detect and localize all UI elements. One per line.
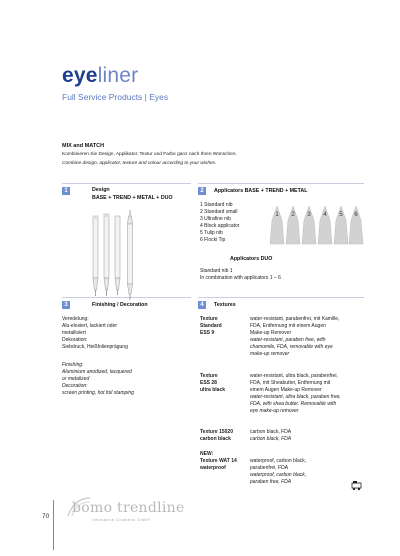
texture-name (200, 316, 222, 337)
section-number-badge: 1 (62, 187, 70, 195)
text-line: carbon black, FDA (250, 429, 292, 435)
section-divider (62, 183, 191, 184)
text-line: paraben free, FDA (250, 479, 292, 485)
text-line: ESS 9 (200, 330, 215, 336)
mix-heading: MIX and MATCH (62, 143, 105, 149)
text-line: water-resistant, paraben free, with (250, 337, 326, 343)
section-number-badge: 4 (198, 301, 206, 309)
texture-description-de (250, 458, 306, 472)
applicator-item: 6 Flocki Tip (200, 237, 226, 243)
applicator-tip-2 (286, 206, 300, 244)
textures-heading: Textures (214, 302, 236, 308)
mix-text-de: Kombinieren Sie Design, Applikator, Textur und Farbe ganz nach Ihren Wünschen. (62, 152, 237, 157)
eyeliner-pen (104, 214, 109, 296)
company-logo: bomo trendline (72, 500, 185, 516)
texture-description-en (250, 436, 291, 443)
eyeliner-pens-illustration (90, 210, 140, 302)
text-line: FDA, Entfernung mit einem Augen (250, 323, 326, 329)
page-title (62, 64, 138, 88)
tip-number: 6 (354, 212, 358, 218)
text-line: carbon black (200, 436, 231, 442)
text-line: or metalized (62, 376, 90, 382)
text-line: Texture (200, 373, 218, 379)
duo-item: In combination with applicators 1 – 6 (200, 275, 281, 281)
duo-list (200, 268, 281, 282)
applicator-tip-6 (349, 206, 363, 244)
company-tagline: Innovative Cosmetic GmbH (92, 518, 151, 522)
text-line: Dekoration: (62, 337, 88, 343)
texture-description-de (250, 316, 339, 337)
text-line: Siebdruck, Heißfolienprägung (62, 344, 128, 350)
mix-text-en: Combine design, applicator, texture and colour according to your wishes. (62, 161, 217, 166)
text-line: metallisiert (62, 330, 86, 336)
duo-item: Standard nib 1 (200, 268, 233, 274)
title-light: liner (97, 64, 139, 87)
product-symbol-icon (351, 480, 362, 491)
finishing-heading: Finishing / Decoration (92, 302, 148, 308)
text-line: Standard (200, 323, 222, 329)
text-line: Alu-eloxiert, lackiert oder (62, 323, 118, 329)
applicators-duo-heading: Applicators DUO (230, 256, 273, 262)
texture-description-de (250, 429, 291, 436)
applicator-item: 3 Ultrafine nib (200, 216, 231, 222)
text-line: water-resistant, ultra black, paraben free, (250, 394, 341, 400)
text-line: screen printing, hot foil stamping (62, 390, 134, 396)
applicator-tip-1 (270, 206, 284, 244)
text-line: einem Augen Make-up Remover (250, 387, 322, 393)
texture-description-en (250, 394, 341, 415)
applicator-list (200, 202, 239, 244)
text-line: Make-up Remover (250, 330, 292, 336)
text-line: Texture (200, 316, 218, 322)
applicator-tip-5 (334, 206, 348, 244)
text-line: parabenfrei, FDA (250, 465, 289, 471)
text-line: chamomile, FDA, removable with eye (250, 344, 333, 350)
applicator-item: 4 Block applicator (200, 223, 240, 229)
tip-number: 3 (307, 212, 311, 218)
title-bold: eye (62, 64, 98, 87)
page-subtitle: Full Service Products | Eyes (62, 92, 169, 102)
text-line: water-resistant, parabenfrei, mit Kamille, (250, 316, 340, 322)
eyeliner-pen (93, 216, 98, 296)
eyeliner-pen-duo (128, 210, 133, 300)
text-line: Finishing: (62, 362, 84, 368)
applicator-item: 5 Tulip nib (200, 230, 223, 236)
applicator-tip-3 (302, 206, 316, 244)
text-line: make-up remover (250, 351, 290, 357)
texture-description-de (250, 373, 338, 394)
section-number-badge: 2 (198, 187, 206, 195)
text-line: carbon black, FDA (250, 436, 292, 442)
page-number: 70 (42, 513, 50, 520)
text-line: FDA, with shea butter. Removable with (250, 401, 337, 407)
eyeliner-pen (115, 216, 120, 295)
text-line: waterproof, carbon black, (250, 458, 307, 464)
tip-number: 4 (323, 212, 327, 218)
text-line: Texture WAT 14 (200, 458, 237, 464)
section-divider (198, 183, 364, 184)
text-line: ESS 28 (200, 380, 217, 386)
text-line: Aluminium anodized, lacquered (62, 369, 132, 375)
applicators-heading: Applicators BASE + TREND + METAL (214, 188, 308, 194)
text-line: water-resistant, ultra black, parabenfrei, (250, 373, 338, 379)
text-line: Veredelung: (62, 316, 89, 322)
texture-name (200, 373, 225, 394)
section-divider (198, 297, 364, 298)
applicator-item: 2 Standard small (200, 209, 238, 215)
texture-name (200, 429, 233, 443)
text-line: Texture 15020 (200, 429, 233, 435)
text-line: Decoration: (62, 383, 88, 389)
section-number-badge: 3 (62, 301, 70, 309)
tip-number: 2 (291, 212, 295, 218)
tip-number: 1 (275, 212, 279, 218)
texture-description-en (250, 472, 306, 486)
text-line: ultra black (200, 387, 226, 393)
text-line: waterproof (200, 465, 226, 471)
texture-description-en (250, 337, 333, 358)
footer-divider (53, 500, 54, 550)
tip-number: 5 (339, 212, 343, 218)
text-line: FDA, mit Sheabutter, Entfernung mit (250, 380, 331, 386)
texture-name (200, 451, 237, 472)
text-line: waterproof, carbon black, (250, 472, 307, 478)
applicator-item: 1 Standard nib (200, 202, 233, 208)
finishing-text-de (62, 316, 128, 351)
text-line: NEW: (200, 451, 214, 457)
finishing-text-en (62, 362, 134, 397)
text-line: eye make-up remover (250, 408, 299, 414)
design-subheading: BASE + TREND + METAL + DUO (92, 195, 173, 201)
applicator-tips-illustration (268, 200, 364, 246)
design-heading: Design (92, 187, 110, 193)
applicator-tip-4 (318, 206, 332, 244)
